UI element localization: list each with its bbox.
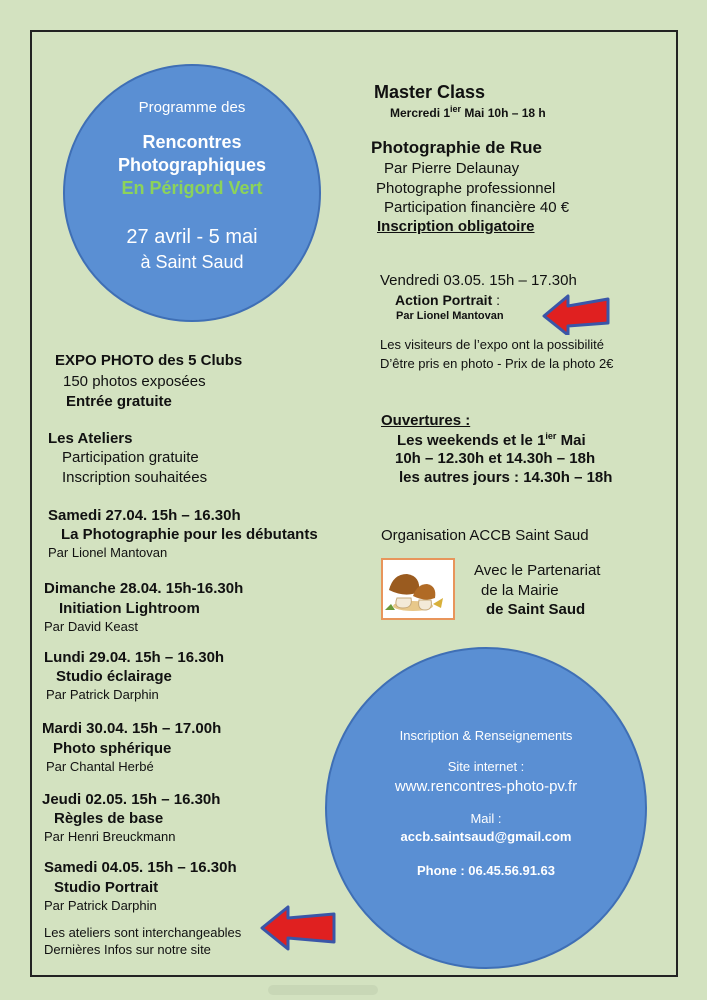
site-label: Site internet : bbox=[447, 759, 525, 774]
ouvertures-line1-sup: ier bbox=[545, 431, 557, 441]
master-class-title: Master Class bbox=[374, 82, 486, 102]
workshop-by: Par David Keast bbox=[44, 619, 138, 634]
partner-line1: Avec le Partenariat bbox=[474, 562, 601, 579]
master-class-date-suffix: Mai 10h – 18 h bbox=[461, 106, 546, 120]
workshop-by: Par Patrick Darphin bbox=[44, 898, 157, 913]
scan-smudge bbox=[268, 985, 378, 995]
workshop-title: Photo sphérique bbox=[53, 740, 172, 757]
event-dates: 27 avril - 5 mai bbox=[126, 226, 258, 248]
workshop-by: Par Lionel Mantovan bbox=[48, 545, 168, 560]
footer-note-1: Les ateliers sont interchangeables bbox=[44, 925, 242, 940]
contact-title: Inscription & Renseignements bbox=[399, 728, 573, 743]
mail-label: Mail : bbox=[470, 811, 502, 826]
organisation-text: Organisation ACCB Saint Saud bbox=[381, 527, 589, 544]
title-line1: Rencontres bbox=[142, 132, 242, 152]
workshop-date: Lundi 29.04. 15h – 16.30h bbox=[44, 649, 225, 666]
master-class-subject: Photographie de Rue bbox=[371, 138, 542, 157]
ouvertures-title: Ouvertures : bbox=[381, 412, 471, 429]
action-portrait-date: Vendredi 03.05. 15h – 17.30h bbox=[380, 272, 577, 289]
arrow-left-icon bbox=[258, 903, 338, 953]
action-portrait-desc2: D’être pris en photo - Prix de la photo 2€ bbox=[380, 356, 614, 371]
master-class-inscription: Inscription obligatoire bbox=[377, 218, 535, 235]
workshop-date: Samedi 04.05. 15h – 16.30h bbox=[44, 859, 237, 876]
mushroom-logo bbox=[381, 558, 455, 620]
action-portrait-colon: : bbox=[492, 292, 501, 308]
master-class-role: Photographe professionnel bbox=[376, 180, 556, 197]
workshop-by: Par Henri Breuckmann bbox=[44, 829, 176, 844]
workshop-by: Par Patrick Darphin bbox=[46, 687, 159, 702]
workshop-date: Mardi 30.04. 15h – 17.00h bbox=[42, 720, 222, 737]
programme-label: Programme des bbox=[138, 99, 246, 116]
expo-entry: Entrée gratuite bbox=[66, 393, 172, 410]
arrow-left-icon bbox=[540, 291, 612, 335]
ouvertures-line1 bbox=[397, 431, 586, 449]
workshop-by: Par Chantal Herbé bbox=[46, 759, 154, 774]
phone-number: Phone : 06.45.56.91.63 bbox=[416, 863, 556, 878]
workshop-title: Règles de base bbox=[54, 810, 164, 827]
workshop-title: Studio Portrait bbox=[54, 879, 159, 896]
partner-line3: de Saint Saud bbox=[486, 601, 586, 618]
ateliers-title: Les Ateliers bbox=[48, 430, 133, 447]
ouvertures-line1-prefix: Les weekends et le 1 bbox=[397, 432, 546, 449]
workshop-date: Samedi 27.04. 15h – 16.30h bbox=[48, 507, 241, 524]
workshop-title: Initiation Lightroom bbox=[59, 600, 200, 617]
workshop-date: Dimanche 28.04. 15h-16.30h bbox=[44, 580, 244, 597]
ateliers-inscription: Inscription souhaitées bbox=[62, 469, 208, 486]
master-class-date-prefix: Mercredi 1 bbox=[390, 106, 451, 120]
action-portrait-desc1: Les visiteurs de l’expo ont la possibilité bbox=[380, 337, 605, 352]
event-place: à Saint Saud bbox=[140, 252, 244, 272]
ouvertures-line2: 10h – 12.30h et 14.30h – 18h bbox=[395, 450, 596, 467]
workshop-date: Jeudi 02.05. 15h – 16.30h bbox=[42, 791, 221, 808]
master-class-date bbox=[390, 104, 546, 120]
action-portrait-by: Par Lionel Mantovan bbox=[396, 310, 504, 322]
contact-circle bbox=[325, 647, 647, 969]
ouvertures-line3: les autres jours : 14.30h – 18h bbox=[399, 469, 613, 486]
workshop-title: Studio éclairage bbox=[56, 668, 172, 685]
partner-line2: de la Mairie bbox=[481, 582, 559, 599]
site-link[interactable]: www.rencontres-photo-pv.fr bbox=[394, 778, 578, 795]
master-class-fee: Participation financière 40 € bbox=[384, 199, 570, 216]
ouvertures-line1-suffix: Mai bbox=[556, 432, 586, 449]
master-class-date-sup: ier bbox=[450, 104, 462, 114]
footer-note-2: Dernières Infos sur notre site bbox=[44, 942, 211, 957]
ateliers-participation: Participation gratuite bbox=[62, 449, 199, 466]
expo-title: EXPO PHOTO des 5 Clubs bbox=[55, 352, 243, 369]
mail-link[interactable]: accb.saintsaud@gmail.com bbox=[400, 829, 572, 844]
workshop-title: La Photographie pour les débutants bbox=[61, 526, 318, 543]
title-line2: Photographiques bbox=[118, 155, 266, 175]
action-portrait-title-line bbox=[395, 292, 500, 308]
expo-photos: 150 photos exposées bbox=[63, 373, 206, 390]
mushroom-icon bbox=[383, 560, 453, 618]
action-portrait-title: Action Portrait bbox=[395, 292, 493, 308]
master-class-by: Par Pierre Delaunay bbox=[384, 160, 520, 177]
header-circle bbox=[63, 64, 321, 322]
title-line3: En Périgord Vert bbox=[121, 178, 263, 198]
